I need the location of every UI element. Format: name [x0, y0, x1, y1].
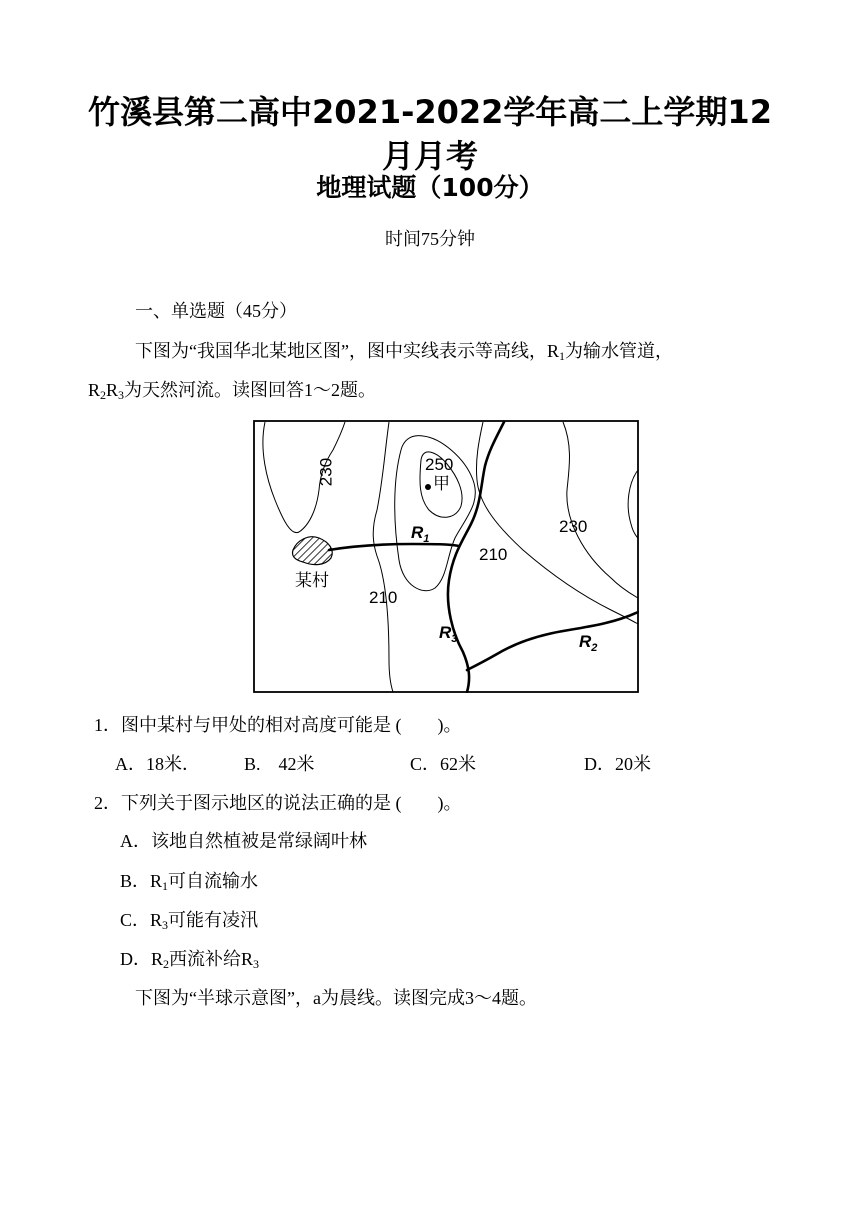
section-heading: 一、单选题（45分）	[135, 301, 297, 321]
intro-paragraph-2: 下图为“半球示意图”，a为晨线。读图完成3～4题。	[135, 988, 537, 1008]
question-2-option-b: B．$R_1$可自流输水	[120, 871, 259, 893]
intro-text: 下图为“我国华北某地区图”，图中实线表示等高线，R	[135, 341, 559, 361]
question-1-option-d: D．20米	[584, 754, 651, 774]
question-1-option-b: B. 42米	[244, 754, 315, 774]
intro-text: 为天然河流。读图回答1～2题。	[124, 380, 377, 400]
intro-text: R	[106, 380, 119, 400]
intro-text: 为输水管道，	[564, 341, 673, 361]
point-jia-dot	[425, 484, 431, 490]
question-2-option-a: A．该地自然植被是常绿阔叶林	[120, 831, 367, 851]
label-r3: $R_3$	[439, 623, 458, 645]
question-1-option-a: A．18米．	[115, 754, 200, 774]
contour-label-230-right: 230	[559, 517, 588, 536]
intro-paragraph-line2	[88, 377, 376, 403]
subscript: 3	[118, 388, 125, 402]
exam-time: 时间75分钟	[385, 229, 475, 249]
question-2-option-c: C．$R_3$可能有凌汛	[120, 910, 259, 932]
contour-map	[253, 420, 639, 693]
question-1-stem: 1．图中某村与甲处的相对高度可能是 ( )。	[94, 715, 462, 735]
page-title: 竹溪县第二高中2021-2022学年高二上学期12月月考	[88, 93, 772, 175]
page-subtitle: 地理试题（100分）	[316, 173, 544, 202]
point-label-jia: 甲	[433, 474, 450, 493]
label-r2: $R_2$	[579, 632, 598, 654]
question-2-option-d: D．$R_2$西流补给$R_3$	[120, 949, 260, 971]
intro-text: R	[88, 380, 101, 400]
label-r1: $R_1$	[411, 523, 430, 545]
contour-label-230-left: 230	[316, 457, 336, 487]
question-1-option-c: C．62米	[410, 754, 477, 774]
contour-label-210-left: 210	[369, 588, 398, 607]
intro-paragraph-line1	[135, 338, 673, 364]
contour-label-250: 250	[425, 455, 454, 474]
subscript: 2	[100, 388, 107, 402]
subscript: 1	[558, 349, 565, 363]
contour-label-210-mid: 210	[479, 545, 508, 564]
question-2-stem: 2．下列关于图示地区的说法正确的是 ( )。	[94, 793, 462, 813]
village-label: 某村	[295, 571, 329, 590]
